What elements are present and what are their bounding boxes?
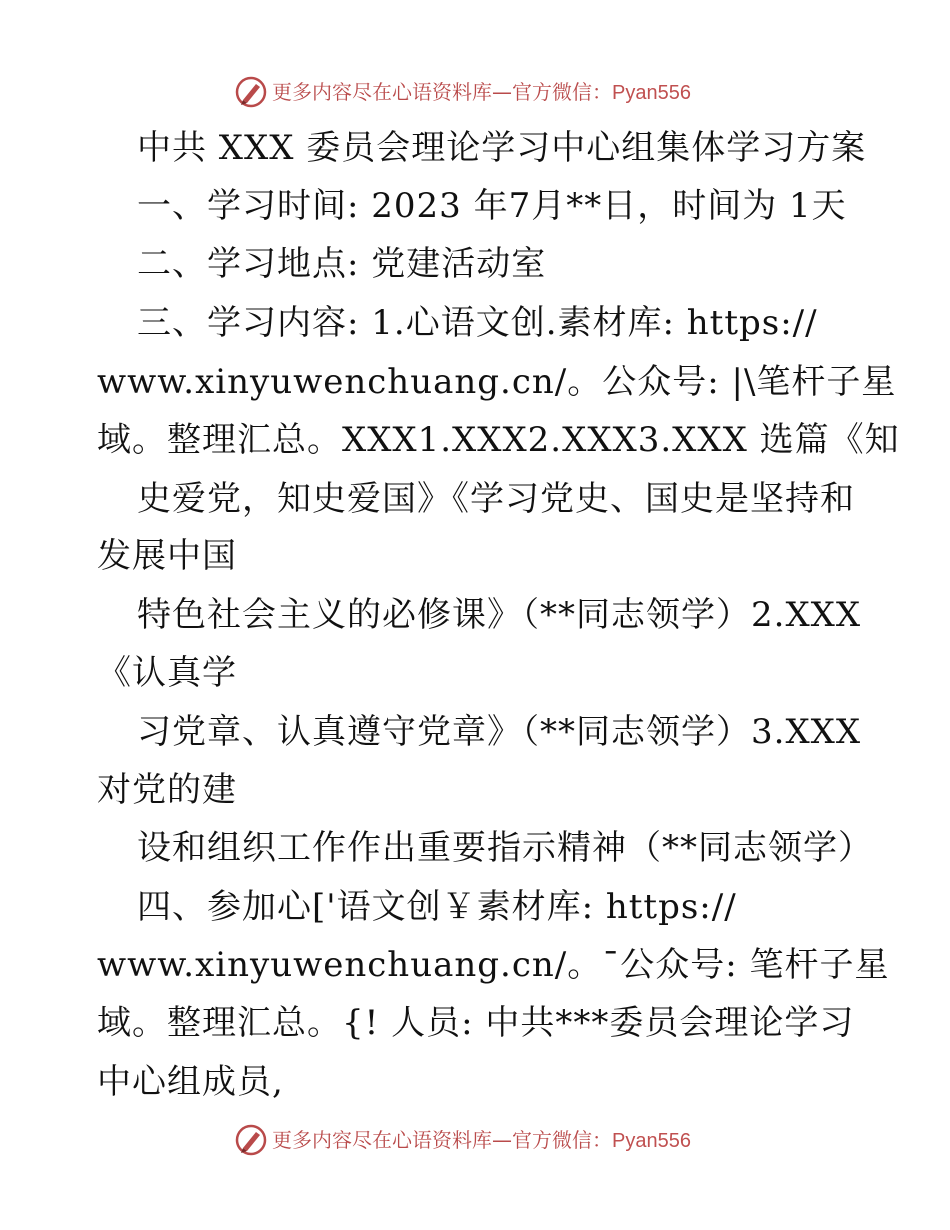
doc-line: 设和组织工作作出重要指示精神（**同志领学）	[137, 828, 873, 868]
footer-watermark-banner	[0, 1120, 950, 1160]
banner-wechat-label: 官方微信：	[512, 80, 612, 104]
doc-line: 特色社会主义的必修课》（**同志领学）2.XXX	[137, 595, 862, 635]
doc-line: 四、参加心['语文创￥素材库: https://	[137, 887, 737, 927]
banner-dash: —	[492, 80, 512, 104]
banner-wechat-id: Pyan556	[612, 1130, 691, 1152]
doc-line: 域。整理汇总。XXX1.XXX2.XXX3.XXX 选篇《知	[97, 420, 900, 460]
doc-line: www.xinyuwenchuang.cn/。公众号: |\笔杆子星	[97, 362, 897, 402]
banner-wechat-id: Pyan556	[612, 82, 691, 104]
doc-title: 中共 XXX 委员会理论学习中心组集体学习方案	[137, 128, 867, 168]
pen-logo-icon	[234, 75, 268, 109]
banner-text: 更多内容尽在心语资料库	[272, 1128, 492, 1152]
doc-line: 一、学习时间: 2023 年7月**日，时间为 1天	[137, 186, 847, 226]
doc-line: 对党的建	[97, 770, 237, 810]
doc-line: 习党章、认真遵守党章》（**同志领学）3.XXX	[137, 712, 862, 752]
doc-line: 二、学习地点: 党建活动室	[137, 244, 547, 284]
banner-dash: —	[492, 1128, 512, 1152]
banner-wechat-label: 官方微信：	[512, 1128, 612, 1152]
doc-line: www.xinyuwenchuang.cn/。¯公众号: 笔杆子星	[97, 945, 890, 985]
doc-line: 中心组成员,	[97, 1062, 284, 1102]
pen-logo-icon	[234, 1123, 268, 1157]
doc-line: 《认真学	[97, 653, 237, 693]
doc-line: 三、学习内容: 1.心语文创.素材库: https://	[137, 303, 818, 343]
doc-line: 域。整理汇总。{! 人员: 中共***委员会理论学习	[97, 1003, 855, 1043]
doc-line: 发展中国	[97, 536, 237, 576]
header-watermark-banner	[0, 72, 950, 112]
banner-text: 更多内容尽在心语资料库	[272, 80, 492, 104]
doc-line: 史爱党，知史爱国》《学习党史、国史是坚持和	[137, 479, 855, 519]
